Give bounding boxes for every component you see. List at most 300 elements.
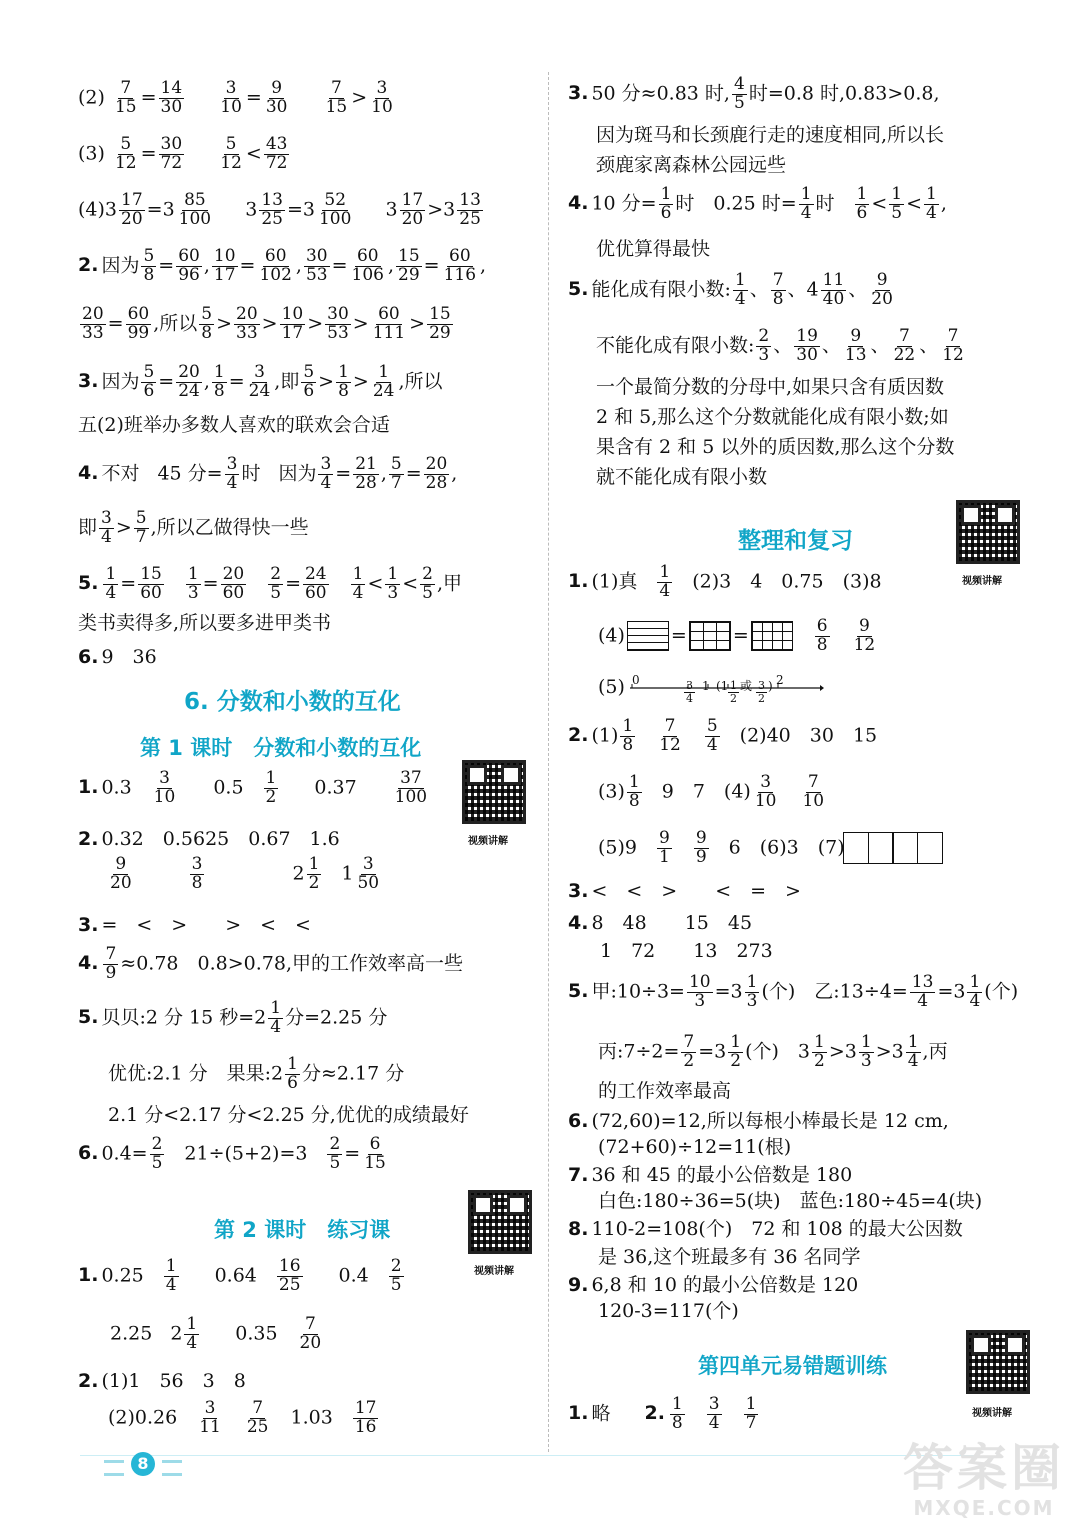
answer-line xyxy=(78,1000,387,1037)
empty-box xyxy=(868,832,894,864)
denominator: 102 xyxy=(259,264,292,285)
question-number: 2. xyxy=(568,724,589,747)
fraction xyxy=(218,80,244,117)
answer-line xyxy=(598,774,828,811)
fraction xyxy=(268,1000,283,1037)
question-number: 7. xyxy=(568,1164,589,1186)
denominator: 25 xyxy=(278,1274,301,1295)
fraction xyxy=(355,856,381,893)
numerator: 7 xyxy=(105,944,117,964)
denominator: 24 xyxy=(248,380,271,401)
answer-line xyxy=(110,1316,325,1353)
text: , xyxy=(203,254,210,277)
numerator: 3 xyxy=(225,78,237,98)
numerator: 1 xyxy=(891,184,903,204)
answer-line xyxy=(568,1396,760,1433)
answer-line xyxy=(78,248,486,285)
question-number: 1. xyxy=(568,1402,589,1425)
denominator: 17 xyxy=(281,322,304,343)
text: 10 分= xyxy=(591,192,657,215)
text: =3 xyxy=(286,198,315,221)
numerator: 1 xyxy=(860,1032,872,1052)
answer-line xyxy=(108,1400,380,1437)
numerator: 7 xyxy=(252,1398,264,1418)
numerator: 1 xyxy=(187,564,199,584)
empty-box xyxy=(892,832,918,864)
fraction xyxy=(821,272,847,309)
text: = xyxy=(140,142,157,165)
denominator: 3 xyxy=(187,582,199,603)
fraction xyxy=(298,1316,324,1353)
answer-line xyxy=(568,186,947,223)
qr-code-icon[interactable] xyxy=(468,1190,532,1254)
denominator: 5 xyxy=(422,582,433,603)
denominator: 8 xyxy=(213,380,225,401)
text: 2 xyxy=(292,862,305,885)
denominator: 13 xyxy=(844,344,867,365)
fraction xyxy=(859,1034,874,1071)
numerator: 2 xyxy=(422,564,433,584)
text: 9 36 xyxy=(101,646,157,668)
text: = xyxy=(202,572,219,595)
text: >3 xyxy=(828,1040,857,1063)
denominator: 29 xyxy=(429,322,451,343)
question-number: 4. xyxy=(568,192,589,215)
text: > xyxy=(261,312,278,335)
denominator: 100 xyxy=(394,786,428,807)
answer-line xyxy=(78,192,485,229)
denominator: 4 xyxy=(186,1332,198,1353)
numerator: 30 xyxy=(160,134,183,154)
question-number: 6. xyxy=(78,1142,99,1165)
question-number: 1. xyxy=(568,570,589,593)
text: (4) xyxy=(598,624,625,647)
arrow-icon xyxy=(820,685,824,691)
denominator: 5 xyxy=(270,582,282,603)
text: (1) xyxy=(591,724,619,747)
denominator: 24 xyxy=(372,380,395,401)
numerator: 3 xyxy=(204,1398,216,1418)
text: 0.64 xyxy=(214,1264,257,1287)
question-number: 2. xyxy=(78,828,99,850)
numerator: 43 xyxy=(265,134,288,154)
fraction xyxy=(353,456,379,493)
text: 贝贝:2 分 15 秒=2 xyxy=(101,1006,267,1029)
fraction xyxy=(353,1400,379,1437)
text: (个) 乙:13÷4= xyxy=(761,980,908,1003)
numerator: 20 xyxy=(222,564,245,584)
numerator: 6 xyxy=(816,616,828,636)
text: 0.4= xyxy=(101,1142,148,1165)
question-number: 5. xyxy=(78,572,99,595)
text: ,所以 xyxy=(398,370,443,393)
denominator: 4 xyxy=(686,691,693,705)
text: (72,60)=12,所以每根小棒最长是 12 cm, xyxy=(591,1110,949,1132)
denominator: 9 xyxy=(695,846,707,867)
text: 0.4 xyxy=(338,1264,369,1287)
fraction xyxy=(184,1316,199,1353)
denominator: 28 xyxy=(425,472,448,493)
text: =3 xyxy=(937,980,966,1003)
fraction xyxy=(99,510,114,547)
text: 、 xyxy=(848,278,868,301)
fraction xyxy=(707,1396,722,1433)
numerator: 24 xyxy=(304,564,327,584)
text: =3 xyxy=(146,198,175,221)
text: 、 xyxy=(821,334,841,357)
denominator: 12 xyxy=(853,634,876,655)
fraction xyxy=(396,248,422,285)
text-line: 颈鹿家离森林公园远些 xyxy=(596,154,787,176)
text: = xyxy=(285,572,301,595)
fraction xyxy=(924,186,939,223)
tick-label: 2 xyxy=(776,673,784,687)
numerator: 1 xyxy=(165,1256,177,1276)
denominator: 11 xyxy=(199,1416,221,1437)
denominator: 3 xyxy=(694,990,706,1011)
numerator: 5 xyxy=(201,304,213,324)
denominator: 20 xyxy=(110,872,132,893)
numerator: 14 xyxy=(160,78,183,98)
numerator: 7 xyxy=(807,772,819,792)
text: 2 xyxy=(170,1322,183,1345)
numerator: 19 xyxy=(796,326,818,346)
fraction xyxy=(324,80,350,117)
answer-line xyxy=(568,974,1018,1011)
fraction xyxy=(186,566,201,603)
text: 3 xyxy=(385,198,398,221)
text: = xyxy=(423,254,440,277)
numerator: 1 xyxy=(387,564,399,584)
text: , xyxy=(295,254,302,277)
text: ,即 xyxy=(274,370,300,393)
numerator: 1 xyxy=(660,184,672,204)
denominator: 4 xyxy=(708,1412,720,1433)
fraction xyxy=(245,1400,271,1437)
numerator: 5 xyxy=(143,246,155,266)
text: 8 48 15 45 xyxy=(591,912,753,934)
text-line: 果含有 2 和 5 以外的质因数,那么这个分数 xyxy=(596,436,955,458)
numerator: 17 xyxy=(401,190,424,210)
text-line: 五(2)班举办多数人喜欢的联欢会合适 xyxy=(78,414,390,436)
text: (个) 3 xyxy=(745,1040,811,1063)
numerator: 60 xyxy=(378,304,400,324)
tick-label: ) xyxy=(768,679,773,693)
denominator: 100 xyxy=(318,208,352,229)
text: 45 分= xyxy=(157,462,223,485)
text: 丙:7÷2= xyxy=(598,1040,680,1063)
denominator: 25 xyxy=(459,208,481,229)
text: 、 xyxy=(870,334,890,357)
numerator: 17 xyxy=(354,1398,377,1418)
denominator: 6 xyxy=(856,202,868,223)
numerator: 2 xyxy=(151,1134,163,1154)
text: (2)0.26 xyxy=(108,1406,178,1429)
text: 不对 xyxy=(101,462,140,485)
denominator: 6 xyxy=(287,1072,298,1093)
denominator: 8 xyxy=(772,288,784,309)
denominator: 12 xyxy=(220,152,242,173)
fraction xyxy=(371,306,407,343)
numerator: 60 xyxy=(178,246,200,266)
answer-line xyxy=(108,1056,404,1093)
lesson-heading: 第 2 课时 练习课 xyxy=(214,1218,391,1242)
denominator: 4 xyxy=(917,990,929,1011)
fraction xyxy=(684,680,695,704)
text: (3) xyxy=(78,142,105,165)
fraction xyxy=(103,946,118,983)
numerator: 1 xyxy=(352,564,364,584)
denominator: 3 xyxy=(387,582,399,603)
denominator: 8 xyxy=(191,872,203,893)
denominator: 5 xyxy=(390,1274,402,1295)
denominator: 4 xyxy=(352,582,364,603)
fraction xyxy=(152,770,178,807)
fraction xyxy=(301,364,316,401)
answer-line xyxy=(78,1372,246,1391)
denominator: 28 xyxy=(355,472,377,493)
qr-code-icon[interactable] xyxy=(966,1330,1030,1394)
fraction xyxy=(141,248,156,285)
fraction xyxy=(733,272,748,309)
fraction xyxy=(906,1034,921,1071)
fraction xyxy=(150,1136,165,1173)
numerator: 3 xyxy=(159,768,170,788)
text: > xyxy=(318,370,335,393)
denominator: 5 xyxy=(151,1152,163,1173)
text: 分=2.25 分 xyxy=(285,1006,388,1029)
fraction xyxy=(234,306,260,343)
denominator: 5 xyxy=(733,92,745,113)
denominator: 60 xyxy=(304,582,327,603)
numerator: 1 xyxy=(800,184,812,204)
fraction xyxy=(164,1258,179,1295)
fraction xyxy=(940,328,966,365)
numerator: 30 xyxy=(305,246,328,266)
qr-code-icon[interactable] xyxy=(956,500,1020,564)
denominator: 96 xyxy=(178,264,200,285)
numerator: 7 xyxy=(947,326,959,346)
numerator: 1 xyxy=(659,562,671,582)
numerator: 13 xyxy=(911,972,934,992)
text: 不能化成有限小数: xyxy=(596,334,755,357)
answer-line xyxy=(568,272,897,309)
fraction xyxy=(218,136,244,173)
footer-rule xyxy=(80,1455,980,1456)
numerator: 7 xyxy=(683,1032,695,1052)
text: < xyxy=(245,142,262,165)
answer-line xyxy=(78,510,309,547)
text-line: 是 36,这个班最多有 36 名同学 xyxy=(598,1246,861,1268)
fraction xyxy=(620,718,635,755)
question-number: 3. xyxy=(568,880,589,902)
lesson-heading: 第 1 课时 分数和小数的互化 xyxy=(140,736,422,760)
denominator: 12 xyxy=(659,734,681,755)
numerator: 5 xyxy=(225,134,237,154)
question-number: 2. xyxy=(78,254,99,277)
fraction xyxy=(732,76,747,113)
fraction xyxy=(268,566,283,603)
denominator: 29 xyxy=(398,264,420,285)
denominator: 60 xyxy=(222,582,245,603)
question-number: 2. xyxy=(78,1370,99,1392)
fraction xyxy=(815,618,830,655)
text: ≈0.78 0.8>0.78,甲的工作效率高一些 xyxy=(120,952,463,975)
text: =3 xyxy=(714,980,743,1003)
fraction xyxy=(681,1034,696,1071)
fraction xyxy=(80,306,106,343)
answer-boxes xyxy=(845,832,943,864)
denominator: 3 xyxy=(758,344,770,365)
fraction xyxy=(362,1136,388,1173)
numerator: 15 xyxy=(140,564,162,584)
text: ,丙 xyxy=(922,1040,948,1063)
denominator: 20 xyxy=(299,1332,322,1353)
fraction xyxy=(420,566,435,603)
fraction xyxy=(126,306,152,343)
text: (5) xyxy=(598,676,625,698)
answer-line xyxy=(568,564,882,601)
text: 0.37 xyxy=(314,776,357,799)
text: (2) xyxy=(78,86,105,109)
watermark-url: MXQE.COM xyxy=(913,1496,1055,1520)
answer-line xyxy=(78,80,397,117)
numerator: 9 xyxy=(850,326,862,346)
answer-line xyxy=(598,618,879,655)
footer-decoration-icon xyxy=(162,1460,182,1476)
numerator: 9 xyxy=(271,78,283,98)
question-number: 6. xyxy=(78,646,99,668)
column-divider xyxy=(548,72,549,1452)
numerator: 1 xyxy=(186,1314,198,1334)
denominator: 3 xyxy=(746,990,758,1011)
denominator: 3 xyxy=(860,1050,872,1071)
text: 2.25 xyxy=(110,1322,153,1345)
text: , xyxy=(451,462,458,485)
numerator: 7 xyxy=(664,716,676,736)
qr-code-icon[interactable] xyxy=(462,760,526,824)
denominator: 4 xyxy=(320,472,332,493)
numerator: 30 xyxy=(327,304,349,324)
denominator: 50 xyxy=(357,872,380,893)
question-number: 1. xyxy=(78,776,99,799)
numerator: 3 xyxy=(101,508,112,528)
numerator: 11 xyxy=(822,270,845,290)
question-number: 5. xyxy=(568,980,589,1003)
fraction xyxy=(771,272,786,309)
number-line-row xyxy=(598,670,848,716)
text: , xyxy=(940,192,947,215)
answer-line xyxy=(78,916,311,935)
denominator: 4 xyxy=(969,990,981,1011)
denominator: 8 xyxy=(143,264,155,285)
denominator: 25 xyxy=(261,208,283,229)
text: > xyxy=(351,86,368,109)
fraction xyxy=(119,192,145,229)
denominator: 30 xyxy=(796,344,818,365)
fraction xyxy=(280,306,306,343)
text: , xyxy=(387,254,395,277)
answer-line xyxy=(78,306,455,343)
text: (个) xyxy=(984,980,1019,1003)
denominator: 53 xyxy=(305,264,328,285)
denominator: 7 xyxy=(745,1412,757,1433)
numerator: 1 xyxy=(671,1394,683,1414)
numerator: 9 xyxy=(659,828,670,848)
text: 110-2=108(个) 72 和 108 的最大公因数 xyxy=(591,1218,963,1240)
denominator: 33 xyxy=(236,322,258,343)
text: > xyxy=(307,312,324,335)
text-line: 优优算得最快 xyxy=(596,238,711,260)
numerator: 17 xyxy=(121,190,143,210)
question-number: 3. xyxy=(78,914,99,936)
fraction xyxy=(869,272,895,309)
text: 21÷(5+2)=3 xyxy=(184,1142,308,1165)
text: = xyxy=(344,1142,361,1165)
fraction xyxy=(627,774,642,811)
question-number: 5. xyxy=(78,1006,99,1029)
fraction xyxy=(400,192,426,229)
text-line: 一个最简分数的分母中,如果只含有质因数 xyxy=(596,376,945,398)
fraction xyxy=(303,566,329,603)
answer-line xyxy=(568,914,752,933)
text: 优优:2.1 分 果果:2 xyxy=(108,1062,284,1085)
numerator: 3 xyxy=(320,454,332,474)
numerator: 1 xyxy=(814,1032,825,1052)
text: 时 xyxy=(241,462,261,485)
numerator: 21 xyxy=(355,454,377,474)
denominator: 8 xyxy=(628,790,640,811)
denominator: 10 xyxy=(802,790,825,811)
denominator: 10 xyxy=(371,96,393,117)
fraction xyxy=(756,680,767,704)
text: >3 xyxy=(875,1040,904,1063)
answer-line xyxy=(78,1136,390,1173)
denominator: 4 xyxy=(105,582,117,603)
fraction xyxy=(257,248,293,285)
footer-decoration-icon xyxy=(104,1460,124,1476)
numerator: 15 xyxy=(429,304,451,324)
fraction xyxy=(159,136,185,173)
denominator: 20 xyxy=(401,208,424,229)
numerator: 7 xyxy=(772,270,784,290)
denominator: 4 xyxy=(907,1050,919,1071)
text: 、4 xyxy=(787,278,819,301)
answer-line xyxy=(598,830,943,867)
text: = xyxy=(120,572,137,595)
text: 0.5 xyxy=(213,776,244,799)
denominator: 40 xyxy=(822,288,845,309)
denominator: 17 xyxy=(213,264,236,285)
numerator: 2 xyxy=(758,326,770,346)
text-line: 因为斑马和长颈鹿行走的速度相同,所以长 xyxy=(596,124,945,146)
fraction xyxy=(799,186,814,223)
fraction xyxy=(694,830,709,867)
fraction xyxy=(657,718,683,755)
text-line: 白色:180÷36=5(块) 蓝色:180÷45=4(块) xyxy=(598,1190,983,1212)
answer-line xyxy=(78,770,431,807)
numerator: 3 xyxy=(760,772,772,792)
question-number: 5. xyxy=(568,278,589,301)
denominator: 4 xyxy=(800,202,812,223)
numerator: 85 xyxy=(184,190,206,210)
denominator: 111 xyxy=(372,322,406,343)
denominator: 5 xyxy=(329,1152,341,1173)
numerator: 60 xyxy=(356,246,379,266)
text: < xyxy=(906,192,923,215)
numerator: 3 xyxy=(226,454,238,474)
question-number: 2. xyxy=(644,1402,665,1425)
